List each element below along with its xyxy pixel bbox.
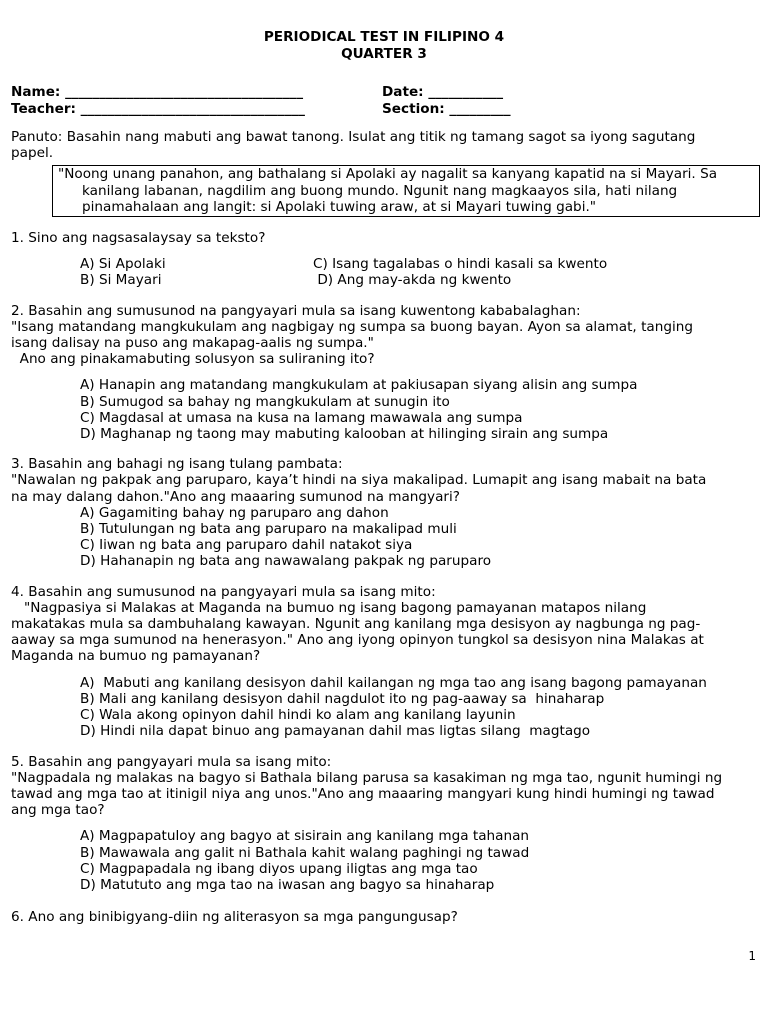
choice: B) Mawawala ang galit ni Bathala kahit walang paghingi ng tawad [80,844,530,861]
choices [11,377,757,442]
passage-line: "Noong unang panahon, ang bathalang si Apolaki ay nagalit sa kanyang kapatid na si Mayari. Sa [58,166,718,183]
choices [11,505,757,570]
question-text: "Nagpadala ng malakas na bagyo si Bathala bilang parusa sa kasakiman ng mga tao, ngunit humingi ng [11,769,723,786]
passage-box [52,165,760,217]
question-text: 2. Basahin ang sumusunod na pangyayari mula sa isang kuwentong kababalaghan: [11,302,581,319]
choice: D) Ang may-akda ng kwento [313,272,512,289]
question-text: 6. Ano ang binibigyang-diin ng aliterasyon sa mga pangungusap? [11,909,458,926]
choices [11,256,757,288]
choice: C) Iiwan ng bata ang paruparo dahil natakot siya [80,537,413,554]
name-field: Name: ___________________________________ [11,84,303,100]
choice: D) Hindi nila dapat binuo ang pamayanan dahil mas ligtas silang magtago [80,723,591,740]
choice: B) Sumugod sa bahay ng mangkukulam at sunugin ito [80,393,450,410]
choice: A) Mabuti ang kanilang desisyon dahil kailangan ng mga tao ang isang bagong pamayanan [80,674,707,691]
choice: C) Isang tagalabas o hindi kasali sa kwento [313,256,608,273]
question-text: "Isang matandang mangkukulam ang nagbigay ng sumpa sa buong bayan. Ayon sa alamat, tanging [11,318,693,335]
question-text: isang dalisay na puso ang makapag-aalis ng sumpa." [11,335,374,352]
question-text: 1. Sino ang nagsasalaysay sa teksto? [11,230,266,247]
test-page [11,29,757,925]
question-text: Maganda na bumuo ng pamayanan? [11,648,261,665]
choice: C) Wala akong opinyon dahil hindi ko alam ang kanilang layunin [80,707,516,724]
choice: B) Mali ang kanilang desisyon dahil nagdulot ito ng pag-aaway sa hinaharap [80,690,605,707]
passage-line: kanilang labanan, nagdilim ang buong mundo. Ngunit nang magkaayos sila, hati nilang [82,182,678,199]
choices [11,828,757,893]
question-text: 5. Basahin ang pangyayari mula sa isang mito: [11,753,332,770]
instructions-line: papel. [11,145,54,162]
question-text: 3. Basahin ang bahagi ng isang tulang pambata: [11,456,343,473]
student-info [11,84,757,118]
question-text: makatakas mula sa dambuhalang kawayan. Ngunit ang kanilang mga desisyon ay nagbunga ng pag- [11,616,701,633]
question-4 [11,584,757,740]
question-text: tawad ang mga tao at itinigil niya ang unos."Ano ang maaaring mangyari kung hindi humingi ng tawad [11,785,715,802]
choice: D) Matututo ang mga tao na iwasan ang bagyo sa hinaharap [80,876,495,893]
passage-line: pinamahalaan ang langit: si Apolaki tuwing araw, at si Mayari tuwing gabi." [82,198,597,215]
date-field: Date: ___________ [382,84,504,100]
question-6 [11,909,757,925]
choice: A) Hanapin ang matandang mangkukulam at pakiusapan siyang alisin ang sumpa [80,377,638,394]
choices [11,675,757,740]
choice: B) Si Mayari [80,272,162,289]
choice: B) Tutulungan ng bata ang paruparo na makalipad muli [80,521,457,538]
question-text: "Nawalan ng pakpak ang paruparo, kaya’t hindi na siya makalipad. Lumapit ang isang mabait na bata [11,472,707,489]
section-field: Section: _________ [382,101,511,117]
instructions [11,129,757,161]
choice: C) Magdasal at umasa na kusa na lamang mawawala ang sumpa [80,409,523,426]
page-number: 1 [748,949,756,963]
teacher-field: Teacher: _________________________________ [11,101,305,117]
question-1 [11,230,757,289]
test-header [11,29,757,63]
test-title: PERIODICAL TEST IN FILIPINO 4 [263,29,505,45]
instructions-line: Panuto: Basahin nang mabuti ang bawat tanong. Isulat ang titik ng tamang sagot sa iyong sagutang [11,129,696,145]
question-text: 4. Basahin ang sumusunod na pangyayari mula sa isang mito: [11,583,436,600]
choice: A) Magpapatuloy ang bagyo at sisirain ang kanilang mga tahanan [80,828,530,845]
question-text: na may dalang dahon."Ano ang maaaring sumunod na mangyari? [11,488,461,505]
question-2 [11,303,757,443]
choice: A) Si Apolaki [80,256,166,273]
question-text: aaway sa mga sumunod na henerasyon." Ano ang iyong opinyon tungkol sa desisyon nina Malakas at [11,632,704,649]
test-quarter: QUARTER 3 [341,46,427,62]
choice: D) Hahanapin ng bata ang nawawalang pakpak ng paruparo [80,553,492,570]
choice: C) Magpapadala ng ibang diyos upang iligtas ang mga tao [80,860,478,877]
question-3 [11,456,757,569]
question-5 [11,754,757,894]
question-text: "Nagpasiya si Malakas at Maganda na bumuo ng isang bagong pamayanan matapos nilang [11,599,647,616]
question-text: Ano ang pinakamabuting solusyon sa suliraning ito? [11,351,375,368]
choice: A) Gagamiting bahay ng paruparo ang dahon [80,504,389,521]
question-text: ang mga tao? [11,802,105,819]
choice: D) Maghanap ng taong may mabuting kalooban at hilinging sirain ang sumpa [80,426,609,443]
